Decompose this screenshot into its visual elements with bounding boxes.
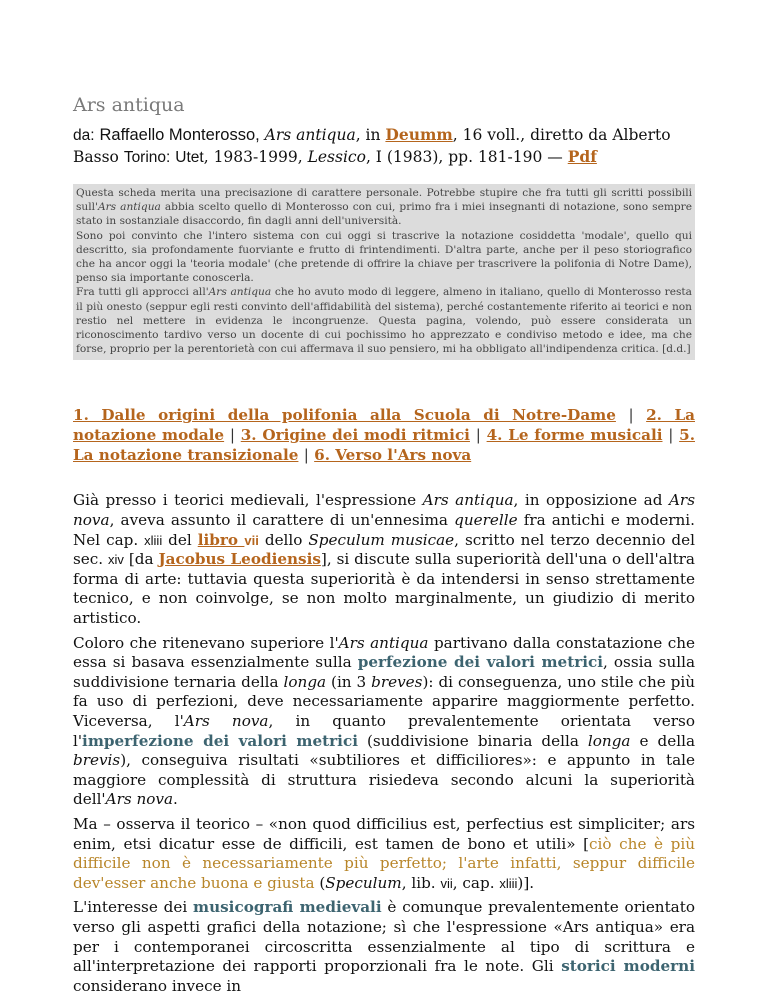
highlight-term: perfezione dei valori metrici — [357, 653, 603, 672]
note-text: che ho avuto modo di leggere, almeno in italiano, quello di Monterosso resta il più onesto (seppur egli resti convinto dell'affidabilità del sistema), perché costantemente riferito ai teorici e non restio nel mettere in evidenza le incongruenze. Questa pagina, volendo, può essere considerata un riconoscimento tardivo verso un docente di cui pochissimo ho apprezzato e condiviso metodo e idee, ma che forse, proprio per la perentorietà con cui affermava il suo pensiero, mi ha obbligato all'indipendenza critica. [d.d.] — [76, 286, 692, 356]
jacobus-link[interactable]: Jacobus Leodiensis — [158, 550, 321, 569]
note-paragraph — [76, 285, 692, 356]
toc-separator: | — [303, 446, 309, 465]
byline-years: , 1983-1999, — [203, 148, 303, 166]
body-paragraph-1: Già presso i teorici medievali, l'espressione Ars antiqua, in opposizione ad Ars nova, aveva assunto il carattere di un'ennesima querelle fra antichi e moderni. Nel cap. xliii del libro vii dello Speculum musicae, scritto nel terzo decennio del sec. xiv [da Jacobus Leodiensis], si discute sulla superiorità dell'una o dell'altra forma di arte: tuttavia questa superiorità è da intendersi in senso strettamente tecnico, e non coinvolge, se non molto marginalmente, un giudizio di merito artistico. — [73, 491, 695, 627]
table-of-contents — [73, 405, 695, 465]
publisher: Utet — [175, 149, 204, 166]
toc-separator: | — [628, 406, 634, 425]
byline-pages: , I (1983), pp. 181-190 — — [365, 148, 563, 166]
work-title: Ars antiqua — [264, 126, 356, 144]
toc-link-4[interactable]: 4. Le forme musicali — [486, 426, 663, 445]
byline — [73, 124, 695, 168]
author-name: Raffaello Monterosso, — [99, 126, 260, 144]
note-text: abbia scelto quello di Monterosso con cui, primo fra i miei insegnanti di notazione, sono sempre stato in sostanziale disaccordo, fin dagli anni dell'università. — [76, 201, 692, 228]
article — [73, 94, 695, 1001]
highlight-term: imperfezione dei valori metrici — [82, 731, 358, 750]
toc-separator: | — [668, 426, 674, 445]
toc-link-2[interactable]: 2. La notazione modale — [73, 406, 695, 445]
body-paragraph-4: L'interesse dei musicografi medievali è comunque prevalentemente orientato verso gli aspetti grafici della notazione; sì che l'espressione «Ars antiqua» era per i contemporanei circoscritta essenzialmente al tipo di scrittura e all'interpretazione dei rapporti proporzionali fra le note. Gli storici moderni considerano invece in — [73, 898, 695, 995]
highlight-term: musicografi medievali — [193, 898, 382, 917]
note-paragraph: Sono poi convinto che l'intero sistema con cui oggi si trascrive la notazione cosiddetta 'modale', quello qui descritto, sia profondamente fuorviante e frutto di frintendimenti. D'altra parte, anche per il peso storiografico che ha ancor oggi la 'teoria modale' (che pretende di offrire la chiave per trascrivere la polifonia di Notre Dame), penso sia importante conoscerla. — [76, 229, 692, 285]
toc-link-6[interactable]: 6. Verso l'Ars nova — [314, 446, 472, 465]
note-italic: Ars antiqua — [97, 201, 161, 214]
note-text: Questa scheda merita una precisazione di carattere personale. Potrebbe stupire che fra tutti gli scritti possibili sull' — [76, 187, 692, 214]
pdf-link[interactable]: Pdf — [567, 147, 597, 166]
page-title: Ars antiqua — [73, 94, 185, 116]
byline-torino: Torino: — [123, 149, 171, 166]
note-italic: Ars antiqua — [208, 286, 272, 299]
deumm-link[interactable]: Deumm — [385, 125, 453, 144]
toc-separator: | — [475, 426, 481, 445]
byline-vols: , 16 voll., diretto da Alberto Basso — [73, 126, 671, 166]
byline-in: , in — [355, 126, 381, 144]
toc-link-1[interactable]: 1. Dalle origini della polifonia alla Scuola di Notre-Dame — [73, 406, 616, 425]
note-paragraph — [76, 186, 692, 229]
article-body — [73, 491, 695, 996]
translation-text: ciò che è più difficile non è necessariamente più perfetto; l'arte infatti, seppur difficile dev'esser anche buona e giusta — [73, 834, 695, 892]
toc-separator: | — [229, 426, 235, 445]
libro-link[interactable]: libro — [197, 530, 245, 549]
lessico-title: Lessico — [307, 148, 366, 166]
editor-note — [73, 184, 695, 360]
toc-link-5[interactable]: 5. La notazione transizionale — [73, 426, 695, 465]
note-text: Fra tutti gli approcci all' — [76, 286, 209, 299]
highlight-term: storici moderni — [561, 957, 695, 976]
body-paragraph-3: Ma – osserva il teorico – «non quod difficilius est, perfectius est simpliciter; ars enim, etsi dicatur esse de difficili, est tamen de bono et utili» [ciò che è più difficile non è necessariamente più perfetto; l'arte infatti, seppur difficile dev'esser anche buona e giusta (Speculum, lib. vii, cap. xliii)]. — [73, 814, 695, 892]
byline-prefix: da: — [73, 127, 95, 144]
toc-link-3[interactable]: 3. Origine dei modi ritmici — [240, 426, 470, 445]
body-paragraph-2: Coloro che ritenevano superiore l'Ars antiqua partivano dalla constatazione che essa si basava essenzialmente sulla perfezione dei valori metrici, ossia sulla suddivisione ternaria della longa (in 3 breves): di conseguenza, uno stile che più fa uso di perfezioni, deve necessariamente apparire maggiormente perfetto. Viceversa, l'Ars nova, in quanto prevalentemente orientata verso l'imperfezione dei valori metrici (suddivisione binaria della longa e della brevis), conseguiva risultati «subtiliores et difficiliores»: e appunto in tale maggiore complessità di struttura risiedeva secondo alcuni la superiorità dell'Ars nova. — [73, 633, 696, 809]
